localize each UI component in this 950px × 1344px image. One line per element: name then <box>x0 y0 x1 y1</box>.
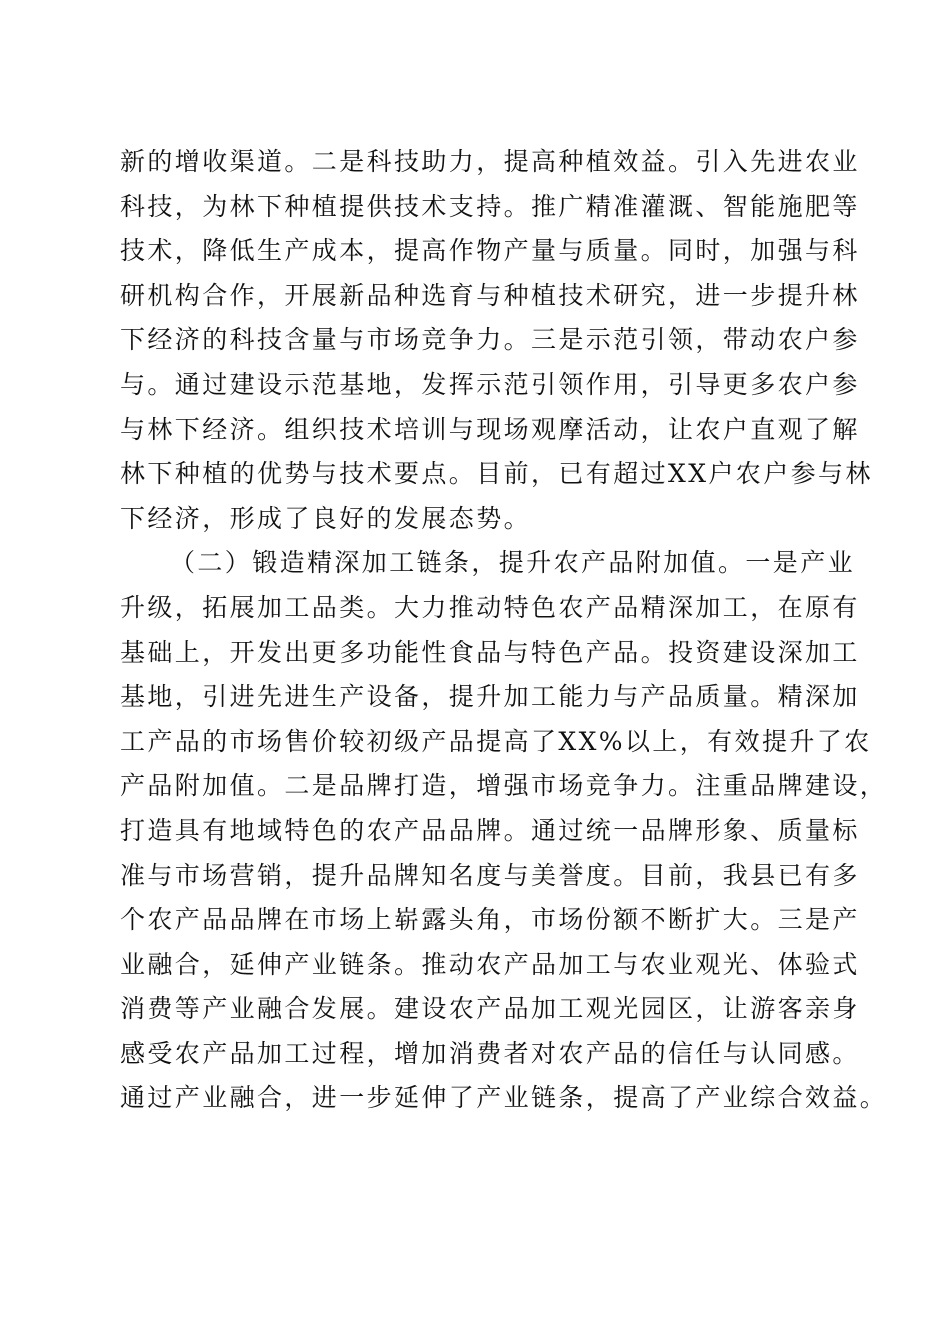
paragraph-1 <box>120 140 873 541</box>
text-line: 消费等产业融合发展。建设农产品加工观光园区，让游客亲身 <box>120 994 860 1024</box>
text-line: 下经济的科技含量与市场竞争力。三是示范引领，带动农户参 <box>120 325 860 355</box>
text-line: 感受农产品加工过程，增加消费者对农产品的信任与认同感。 <box>120 1038 860 1068</box>
document-body <box>120 140 888 1121</box>
text-line: 通过产业融合，进一步延伸了产业链条，提高了产业综合效益。 <box>120 1083 888 1113</box>
text-line: 业融合，延伸产业链条。推动农产品加工与农业观光、体验式 <box>120 949 860 979</box>
text-line: 个农产品品牌在市场上崭露头角，市场份额不断扩大。三是产 <box>120 905 860 935</box>
text-line: 科技，为林下种植提供技术支持。推广精准灌溉、智能施肥等 <box>120 191 860 221</box>
section-heading-line: （二）锻造精深加工链条，提升农产品附加值。一是产业 <box>170 548 856 578</box>
text-line: 研机构合作，开展新品种选育与种植技术研究，进一步提升林 <box>120 280 860 310</box>
text-line: 升级，拓展加工品类。大力推动特色农产品精深加工，在原有 <box>120 592 860 622</box>
text-line: 下经济，形成了良好的发展态势。 <box>120 503 532 533</box>
text-line: 准与市场营销，提升品牌知名度与美誉度。目前，我县已有多 <box>120 860 860 890</box>
paragraph-2 <box>120 541 888 1121</box>
text-line: 新的增收渠道。二是科技助力，提高种植效益。引入先进农业 <box>120 147 860 176</box>
text-line: 基地，引进先进生产设备，提升加工能力与产品质量。精深加 <box>120 682 860 712</box>
text-line: 与。通过建设示范基地，发挥示范引领作用，引导更多农户参 <box>120 369 860 399</box>
text-line: 基础上，开发出更多功能性食品与特色产品。投资建设深加工 <box>120 637 860 667</box>
text-line: 工产品的市场售价较初级产品提高了XX%以上，有效提升了农 <box>120 726 872 756</box>
text-line: 技术，降低生产成本，提高作物产量与质量。同时，加强与科 <box>120 236 860 266</box>
text-line: 林下种植的优势与技术要点。目前，已有超过XX户农户参与林 <box>120 459 873 489</box>
text-line: 与林下经济。组织技术培训与现场观摩活动，让农户直观了解 <box>120 414 860 444</box>
text-line: 产品附加值。二是品牌打造，增强市场竞争力。注重品牌建设， <box>120 771 888 801</box>
text-line: 打造具有地域特色的农产品品牌。通过统一品牌形象、质量标 <box>120 815 860 845</box>
